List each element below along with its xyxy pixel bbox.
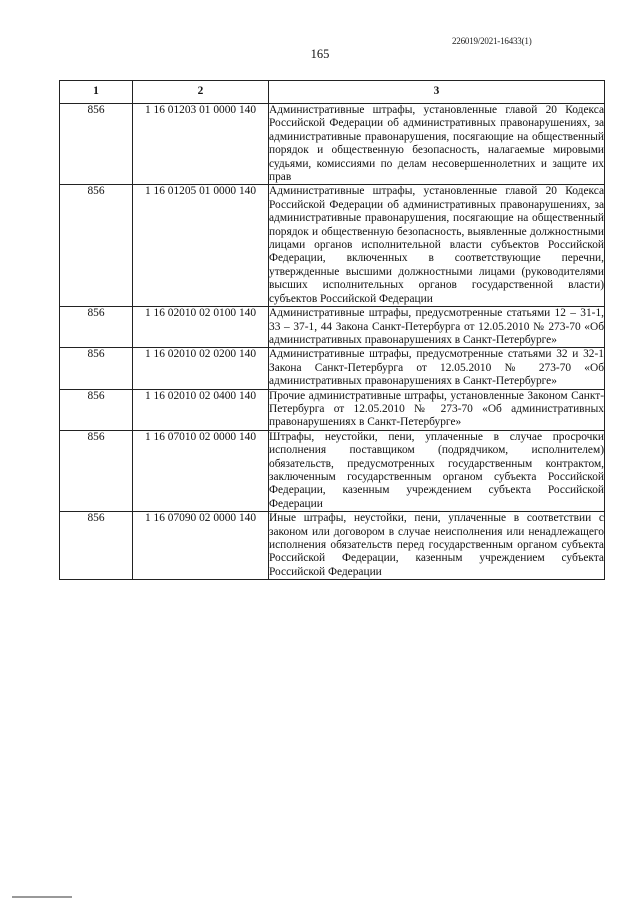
description-cell: Административные штрафы, предусмотренные статьями 12 – 31-1, 33 – 37-1, 44 Закона Санкт-Петербурга от 12.05.2010 № 273-70 «Об административных правонарушениях в Санкт-Петербурге»	[269, 307, 604, 346]
admin-code-cell: 856	[60, 389, 133, 430]
description-cell: Иные штрафы, неустойки, пени, уплаченные в соответствии с законом или договором в случае неисполнения или ненадлежащего исполнения обязательств перед государственным органом субъекта Российской Федерации, казенным учреждением субъекта Российской Федерации	[269, 512, 604, 578]
table-header-row	[60, 81, 605, 104]
description-cell: Прочие административные штрафы, установленные Законом Санкт-Петербурга от 12.05.2010 № 273-70 «Об административных правонарушениях в Санкт-Петербурге»	[269, 389, 604, 429]
table-row	[60, 389, 605, 430]
budget-classification-code-cell: 1 16 01205 01 0000 140	[133, 185, 269, 307]
admin-code-cell: 856	[60, 307, 133, 348]
admin-code-cell: 856	[60, 348, 133, 389]
description-cell: Административные штрафы, предусмотренные статьями 32 и 32-1 Закона Санкт-Петербурга от 12.05.2010 № 273-70 «Об административных правонарушениях в Санкт-Петербурге»	[269, 348, 604, 388]
table-row	[60, 307, 605, 348]
budget-classification-code-cell: 1 16 01203 01 0000 140	[133, 104, 269, 185]
description-cell: Административные штрафы, установленные главой 20 Кодекса Российской Федерации об административных правонарушениях, за административные правонарушения, посягающие на общественный порядок и общественную безопасность, налагаемые мировыми судьями, комиссиями по делам несовершеннолетних и защите их прав	[269, 104, 604, 184]
page-number: 165	[310, 47, 330, 61]
budget-classification-code-cell: 1 16 02010 02 0100 140	[133, 307, 269, 348]
admin-code-cell: 856	[60, 512, 133, 580]
scan-edge-mark	[12, 896, 72, 898]
column-header-3: 3	[269, 81, 605, 104]
admin-code-cell: 856	[60, 430, 133, 511]
budget-codes-table	[59, 80, 605, 580]
column-header-1: 1	[60, 81, 133, 104]
document-id: 226019/2021-16433(1)	[452, 36, 532, 46]
table-row	[60, 512, 605, 580]
description-cell: Административные штрафы, установленные главой 20 Кодекса Российской Федерации об административных правонарушениях, за административные правонарушения, посягающие на общественный порядок и общественную безопасность, выявленные должностными лицами органов исполнительной власти субъектов Российской Федерации, включенных в соответствующие перечни, утвержденные высшими должностными лицами (руководителями высших исполнительных органов государственной власти) субъектов Российской Федерации	[269, 185, 604, 305]
budget-classification-code-cell: 1 16 07010 02 0000 140	[133, 430, 269, 511]
budget-classification-code-cell: 1 16 02010 02 0400 140	[133, 389, 269, 430]
table-row	[60, 104, 605, 185]
admin-code-cell: 856	[60, 185, 133, 307]
column-header-2: 2	[133, 81, 269, 104]
budget-classification-code-cell: 1 16 07090 02 0000 140	[133, 512, 269, 580]
description-cell: Штрафы, неустойки, пени, уплаченные в случае просрочки исполнения поставщиком (подрядчиком, исполнителем) обязательств, предусмотренных государственным контрактом, заключенным государственным органом субъекта Российской Федерации, казенным учреждением субъекта Российской Федерации	[269, 430, 604, 510]
table-row	[60, 348, 605, 389]
table-row	[60, 430, 605, 511]
budget-classification-code-cell: 1 16 02010 02 0200 140	[133, 348, 269, 389]
admin-code-cell: 856	[60, 104, 133, 185]
table-row	[60, 185, 605, 307]
